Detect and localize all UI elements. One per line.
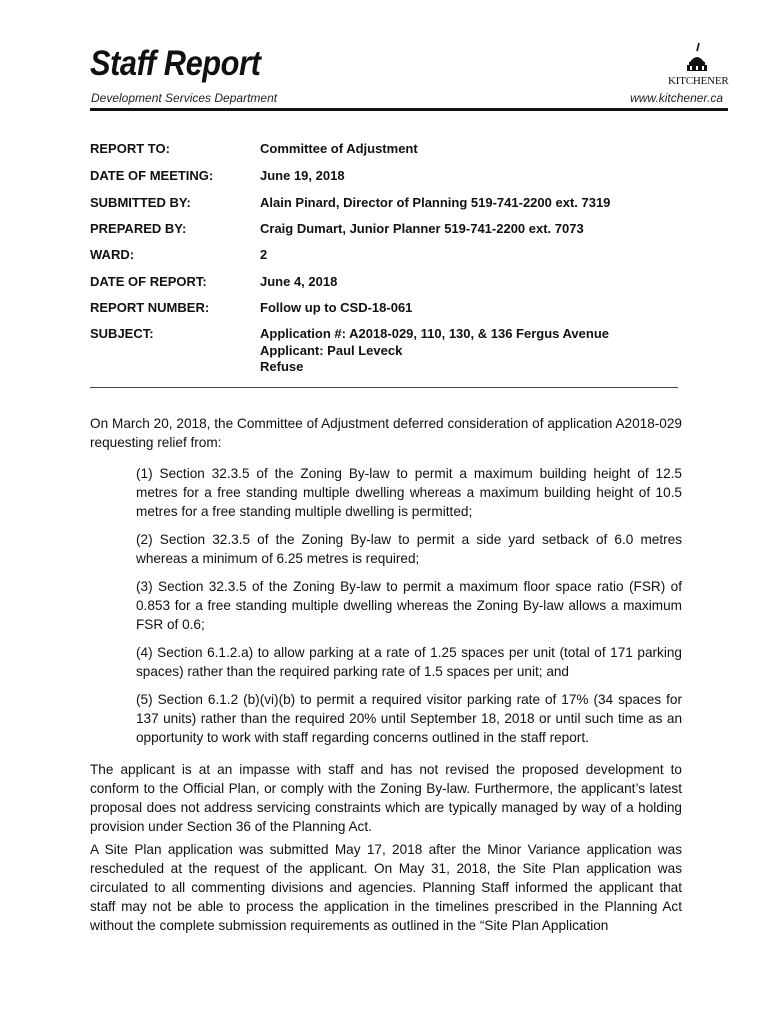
meta-label: REPORT TO: — [90, 141, 170, 156]
relief-item: (3) Section 32.3.5 of the Zoning By-law to permit a maximum floor space ratio (FSR) of 0.853 for a free standing multiple dwelling whereas the Zoning By-law allows a maximum FSR of 0.6; — [136, 579, 682, 632]
intro-paragraph: On March 20, 2018, the Committee of Adjustment deferred consideration of application A2018-029 requesting relief from: — [90, 416, 682, 450]
meta-value: Follow up to CSD-18-061 — [260, 300, 413, 315]
meta-value: June 19, 2018 — [260, 168, 345, 183]
relief-item: (5) Section 6.1.2 (b)(vi)(b) to permit a required visitor parking rate of 17% (34 spaces for 137 units) rather than the required 20% until September 18, 2018 or until such time as an opportunity to work with staff regarding concerns outlined in the staff report. — [136, 692, 682, 745]
logo-text: KITCHENER — [668, 75, 729, 87]
header-divider — [90, 108, 728, 111]
meta-value: Application #: A2018-029, 110, 130, & 136 Fergus Avenue Applicant: Paul Leveck Refuse — [260, 326, 609, 374]
meta-label: DATE OF MEETING: — [90, 168, 214, 183]
relief-item: (2) Section 32.3.5 of the Zoning By-law to permit a side yard setback of 6.0 metres whereas a minimum of 6.25 metres is required; — [136, 532, 682, 566]
impasse-paragraph: The applicant is at an impasse with staff and has not revised the proposed development to conform to the Official Plan, or comply with the Zoning By-law. Furthermore, the applicant’s latest proposal does not address servicing constraints which are typically managed by way of a holding provision under Section 36 of the Planning Act. — [90, 762, 682, 834]
website-link[interactable]: www.kitchener.ca — [630, 91, 723, 105]
department-name: Development Services Department — [91, 91, 278, 105]
meta-value: Alain Pinard, Director of Planning 519-741-2200 ext. 7319 — [260, 195, 611, 210]
relief-item: (1) Section 32.3.5 of the Zoning By-law to permit a maximum building height of 12.5 metres for a free standing multiple dwelling whereas a maximum building height of 10.5 metres for a free standing multiple dwelling is permitted; — [136, 466, 682, 519]
meta-label: PREPARED BY: — [90, 221, 187, 236]
site-plan-paragraph: A Site Plan application was submitted May 17, 2018 after the Minor Variance application was rescheduled at the request of the applicant. On May 31, 2018, the Site Plan application was circulated to all commenting divisions and agencies. Planning Staff informed the applicant that staff may not be able to process the application in the timelines prescribed in the Planning Act without the complete submission requirements as outlined in the “Site Plan Application — [90, 842, 682, 933]
meta-label: SUBJECT: — [90, 326, 154, 341]
meta-value: Committee of Adjustment — [260, 141, 418, 156]
report-title: Staff Report — [90, 44, 261, 83]
meta-value: Craig Dumart, Junior Planner 519-741-2200 ext. 7073 — [260, 221, 584, 236]
section-divider — [90, 387, 678, 388]
meta-label: WARD: — [90, 247, 135, 262]
city-hall-icon — [686, 42, 708, 76]
meta-label: DATE OF REPORT: — [90, 274, 207, 289]
meta-label: REPORT NUMBER: — [90, 300, 210, 315]
meta-label: SUBMITTED BY: — [90, 195, 191, 210]
relief-item: (4) Section 6.1.2.a) to allow parking at a rate of 1.25 spaces per unit (total of 171 parking spaces) rather than the required parking rate of 1.5 spaces per unit; and — [136, 645, 682, 679]
city-logo — [668, 42, 729, 90]
meta-value: June 4, 2018 — [260, 274, 338, 289]
meta-value: 2 — [260, 247, 268, 262]
